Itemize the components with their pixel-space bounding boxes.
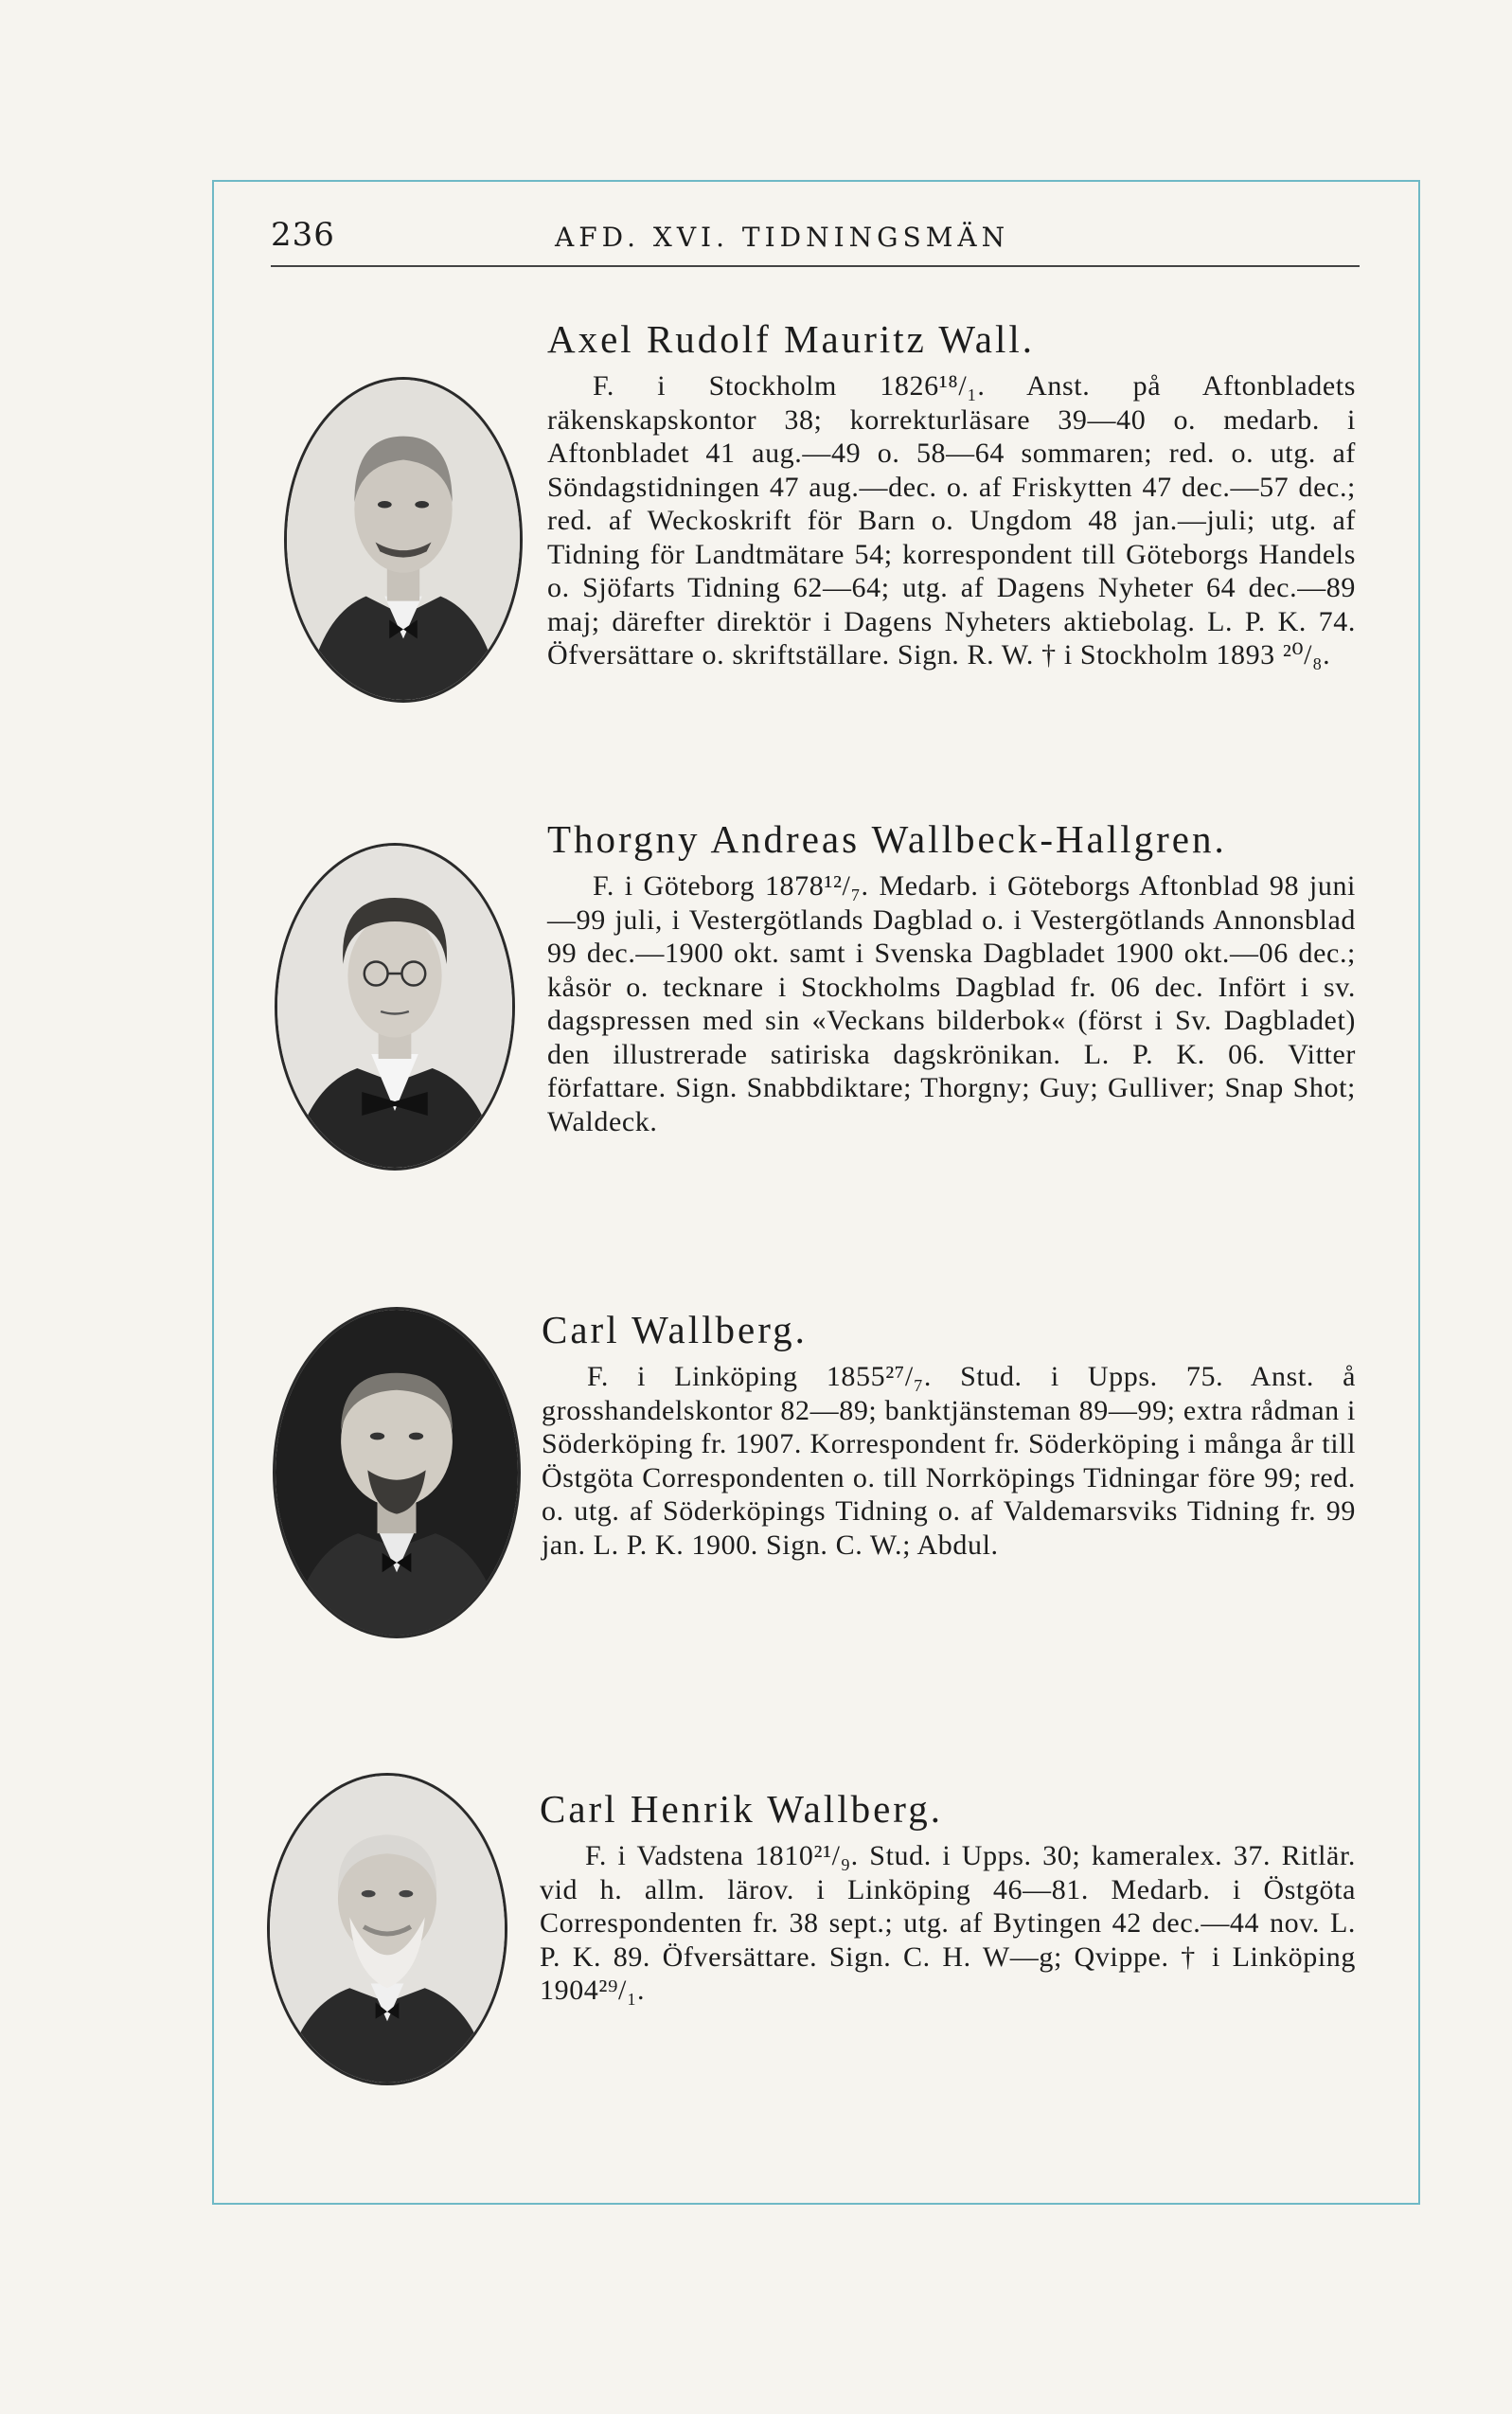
portrait-carl-henrik-wallberg: [267, 1773, 507, 2085]
portrait-carl-wallberg: [273, 1307, 521, 1638]
entry-bio: F. i Linköping 1855²⁷/₇. Stud. i Upps. 75. Anst. å grosshandelskontor 82—89; banktjänsteman 89—99; extra rådman i Söderköping fr. 1907. Korrespondent fr. Söderköping i många år till Östgöta Correspondenten o. till Norrköpings Tidningar före 99; red. o. utg. af Söderköpings Tidning o. af Valdemarsviks Tidning fr. 99 jan. L. P. K. 1900. Sign. C. W.; Abdul.: [542, 1361, 1356, 1561]
page-number: 236: [271, 216, 335, 254]
entry-axel-wall: [547, 316, 1356, 672]
entry-carl-henrik-wallberg: [540, 1786, 1356, 2008]
page-header: [271, 216, 1360, 267]
portrait-axel-wall: [284, 377, 523, 703]
entry-thorgny-wallbeck-hallgren: [547, 816, 1356, 1138]
entry-carl-wallberg: [542, 1307, 1356, 1562]
entry-bio: F. i Göteborg 1878¹²/₇. Medarb. i Göteborgs Aftonblad 98 juni—99 juli, i Vestergötlands Dagblad o. i Vestergötlands Annonsblad 99 dec.—1900 okt. samt i Svenska Dagbladet 1900 okt.—06 dec.; kåsör o. tecknare i Stockholms Dagblad fr. 06 dec. Infört i sv. dagspressen med sin «Veckans bilderbok« (först i Sv. Dagbladet) den illustrerade satiriska dagskrönikan. L. P. K. 06. Vitter författare. Sign. Snabbdiktare; Thorgny; Guy; Gulliver; Snap Shot; Waldeck.: [547, 870, 1356, 1137]
running-head: AFD. XVI. TIDNINGSMÄN: [555, 222, 1010, 253]
portrait-thorgny-wallbeck-hallgren: [275, 843, 515, 1171]
entry-bio: F. i Stockholm 1826¹⁸/₁. Anst. på Aftonbladets räkenskapskontor 38; korrekturläsare 39—40 o. medarb. i Aftonbladet 41 aug.—49 o. 58—64 sommaren; red. o. utg. af Söndagstidningen 47 aug.—dec. o. af Friskytten 47 dec.—57 dec.; red. af Weckoskrift för Barn o. Ungdom 48 jan.—juli; utg. af Tidning för Landtmätare 54; korrespondent till Göteborgs Handels o. Sjöfarts Tidning 62—64; utg. af Dagens Nyheter 64 dec.—89 maj; därefter direktör i Dagens Nyheters aktiebolag. L. P. K. 74. Öfversättare o. skriftställare. Sign. R. W. † i Stockholm 1893 ²⁰/₈.: [547, 370, 1356, 671]
entry-name: Carl Wallberg.: [542, 1308, 808, 1351]
entry-name: Thorgny Andreas Wallbeck-Hallgren.: [547, 817, 1227, 861]
entry-name: Carl Henrik Wallberg.: [540, 1787, 943, 1831]
entry-bio: F. i Vadstena 1810²¹/₉. Stud. i Upps. 30; kameralex. 37. Ritlär. vid h. allm. lärov. i Linköping 46—81. Medarb. i Östgöta Correspondenten fr. 38 sept.; utg. af Bytingen 42 dec.—44 nov. L. P. K. 89. Öfversättare. Sign. C. H. W—g; Qvippe. † i Linköping 1904²⁹/₁.: [540, 1840, 1356, 2006]
entry-name: Axel Rudolf Mauritz Wall.: [547, 317, 1036, 361]
